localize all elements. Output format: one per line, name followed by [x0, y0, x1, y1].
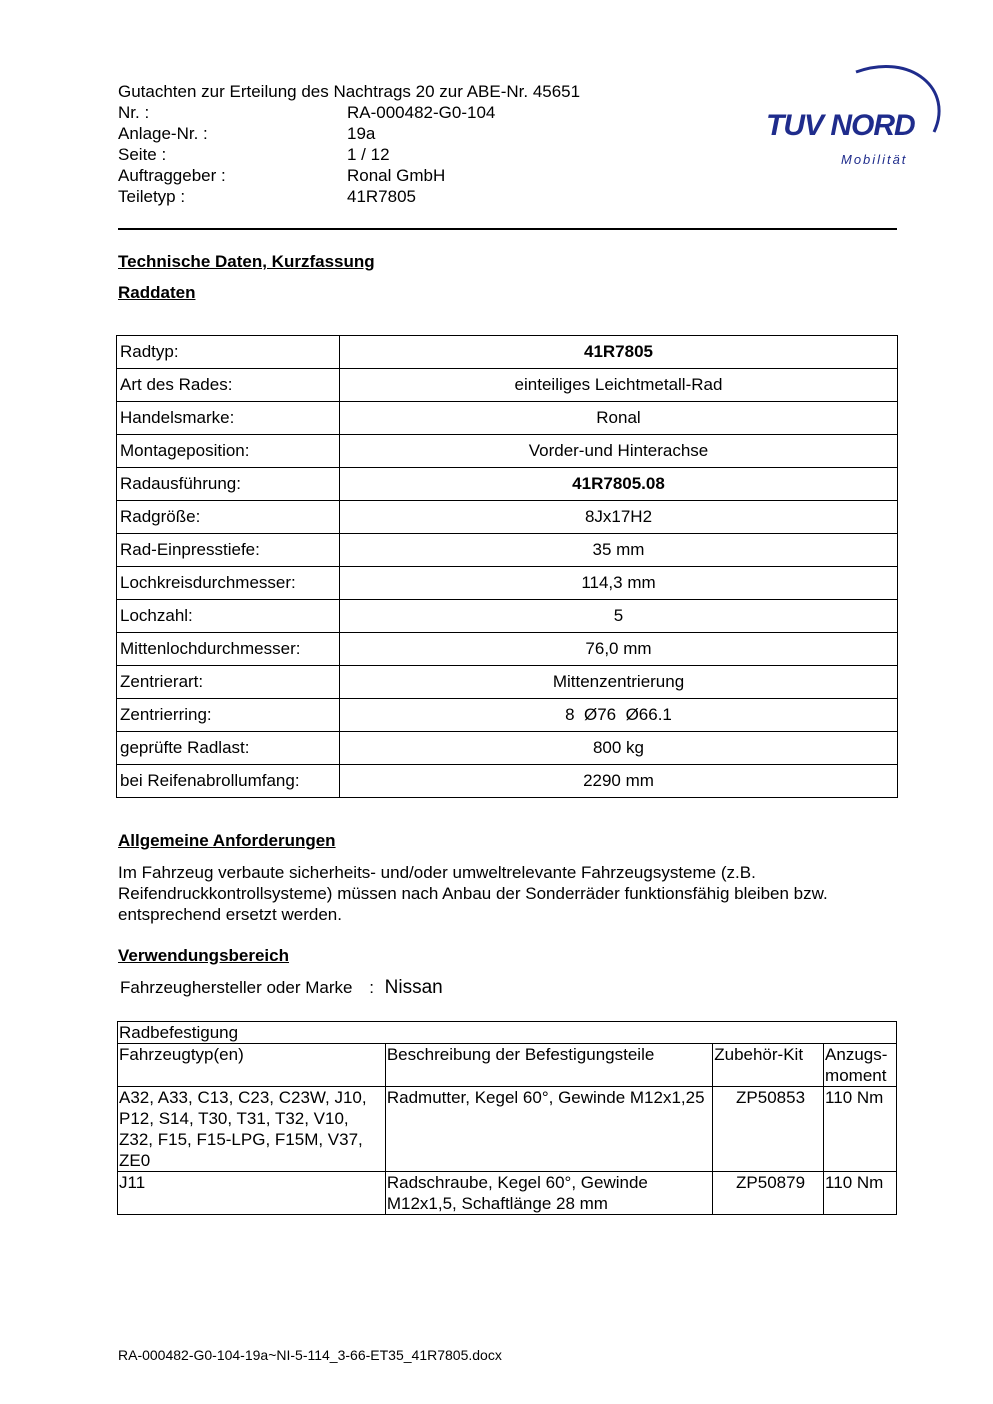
column-header: Anzugs-moment — [824, 1044, 897, 1087]
header-label: Teiletyp : — [118, 187, 186, 206]
fastener-description-cell: Radmutter, Kegel 60°, Gewinde M12x1,25 — [385, 1087, 712, 1172]
row-label: Mittenlochdurchmesser: — [117, 633, 340, 666]
row-label: Lochkreisdurchmesser: — [117, 567, 340, 600]
row-value: 2290 mm — [340, 765, 898, 798]
row-value: 41R7805 — [340, 336, 898, 369]
vehicle-types-cell: J11 — [118, 1172, 386, 1215]
fastener-description-cell: Radschraube, Kegel 60°, Gewinde M12x1,5, Schaftlänge 28 mm — [385, 1172, 712, 1215]
manufacturer-label: Fahrzeughersteller oder Marke — [120, 978, 353, 997]
row-label: geprüfte Radlast: — [117, 732, 340, 765]
table-row — [117, 501, 898, 534]
table-row — [117, 369, 898, 402]
section-title-scope: Verwendungsbereich — [118, 946, 289, 965]
table-row — [117, 534, 898, 567]
row-value: Ronal — [340, 402, 898, 435]
table-row — [117, 600, 898, 633]
torque-cell: 110 Nm — [824, 1172, 897, 1215]
header-row-nr — [118, 102, 678, 123]
row-value: Mittenzentrierung — [340, 666, 898, 699]
requirements-paragraph: Im Fahrzeug verbaute sicherheits- und/oder umweltrelevante Fahrzeugsysteme (z.B. Reifendruckkontrollsysteme) müssen nach Anbau der Sonderräder funktionsfähig bleiben bzw. entsprechend ersetzt werden. — [118, 863, 828, 924]
row-label: Zentrierring: — [117, 699, 340, 732]
table-row — [117, 666, 898, 699]
row-value: Vorder-und Hinterachse — [340, 435, 898, 468]
mounting-table-title: Radbefestigung — [118, 1022, 897, 1044]
table-row — [117, 765, 898, 798]
row-label: Lochzahl: — [117, 600, 340, 633]
row-value: 76,0 mm — [340, 633, 898, 666]
header-value: 19a — [347, 124, 376, 143]
table-header-row — [118, 1044, 897, 1087]
header-row-anlage — [118, 123, 678, 144]
table-row — [117, 567, 898, 600]
row-label: Radausführung: — [117, 468, 340, 501]
header-label: Auftraggeber : — [118, 166, 226, 185]
row-label: Rad-Einpresstiefe: — [117, 534, 340, 567]
section-title-technical: Technische Daten, Kurzfassung — [118, 252, 375, 271]
accessory-kit-cell: ZP50879 — [713, 1172, 824, 1215]
row-value: 800 kg — [340, 732, 898, 765]
document-title: Gutachten zur Erteilung des Nachtrags 20 zur ABE-Nr. 45651 — [118, 82, 581, 101]
mounting-table — [117, 1021, 897, 1215]
manufacturer-value: Nissan — [384, 977, 443, 998]
header-value: RA-000482-G0-104 — [347, 103, 496, 122]
header-label: Seite : — [118, 145, 167, 164]
column-header: Zubehör-Kit — [713, 1044, 824, 1087]
table-title-row — [118, 1022, 897, 1044]
header-label: Anlage-Nr. : — [118, 124, 208, 143]
wheel-data-table — [116, 335, 898, 798]
row-value: 114,3 mm — [340, 567, 898, 600]
section-title-requirements: Allgemeine Anforderungen — [118, 831, 336, 850]
logo-wordmark: TUV NORD — [766, 109, 915, 142]
header-row-auftraggeber — [118, 165, 678, 186]
table-row — [117, 336, 898, 369]
row-label: Zentrierart: — [117, 666, 340, 699]
column-header: Fahrzeugtyp(en) — [118, 1044, 386, 1087]
footer-filename: RA-000482-G0-104-19a~NI-5-114_3-66-ET35_41R7805.docx — [118, 1347, 502, 1363]
row-value: 5 — [340, 600, 898, 633]
document-header — [118, 81, 678, 207]
table-row — [118, 1172, 897, 1215]
header-row-teiletyp — [118, 186, 678, 207]
row-value: 8Jx17H2 — [340, 501, 898, 534]
table-row — [117, 732, 898, 765]
table-row — [117, 402, 898, 435]
accessory-kit-cell: ZP50853 — [713, 1087, 824, 1172]
table-row — [117, 699, 898, 732]
manufacturer-separator: : — [369, 978, 374, 997]
section-title-wheel-data: Raddaten — [118, 283, 196, 302]
row-value: einteiliges Leichtmetall-Rad — [340, 369, 898, 402]
row-label: Radgröße: — [117, 501, 340, 534]
manufacturer-line — [120, 977, 443, 999]
row-label: Art des Rades: — [117, 369, 340, 402]
table-row — [117, 633, 898, 666]
header-value: 41R7805 — [347, 187, 417, 206]
row-value: 41R7805.08 — [340, 468, 898, 501]
column-header: Beschreibung der Befestigungsteile — [385, 1044, 712, 1087]
torque-cell: 110 Nm — [824, 1087, 897, 1172]
row-value: 35 mm — [340, 534, 898, 567]
tuv-nord-logo — [760, 58, 950, 173]
header-value: Ronal GmbH — [347, 166, 446, 185]
header-value: 1 / 12 — [347, 145, 390, 164]
table-row — [117, 435, 898, 468]
row-label: bei Reifenabrollumfang: — [117, 765, 340, 798]
table-row — [117, 468, 898, 501]
row-label: Handelsmarke: — [117, 402, 340, 435]
logo-subtitle: Mobilität — [841, 152, 908, 167]
header-row-seite — [118, 144, 678, 165]
header-divider — [118, 228, 897, 230]
header-label: Nr. : — [118, 103, 150, 122]
row-label: Montageposition: — [117, 435, 340, 468]
row-value: 8 Ø76 Ø66.1 — [340, 699, 898, 732]
vehicle-types-cell: A32, A33, C13, C23, C23W, J10, P12, S14, T30, T31, T32, V10, Z32, F15, F15-LPG, F15M, V37, ZE0 — [118, 1087, 386, 1172]
table-row — [118, 1087, 897, 1172]
row-label: Radtyp: — [117, 336, 340, 369]
